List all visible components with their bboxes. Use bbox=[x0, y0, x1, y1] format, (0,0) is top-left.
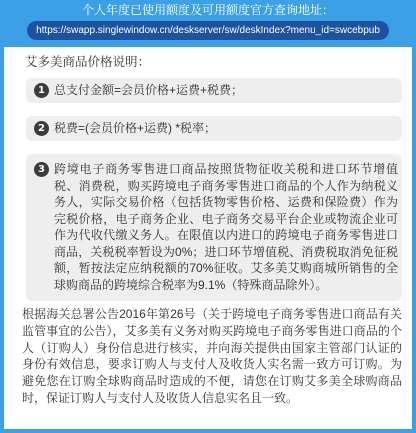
pricing-item-tax-policy bbox=[26, 154, 402, 301]
pricing-item-total-payment bbox=[26, 78, 402, 103]
step-number-2-badge: 2 bbox=[34, 121, 49, 136]
pricing-item-text: 总支付金额=会员价格+运费+税费； bbox=[54, 83, 244, 97]
pricing-section-title: 艾多美商品价格说明： bbox=[25, 55, 151, 69]
pricing-item-text: 跨境电子商务零售进口商品按照货物征收关税和进口环节增值税、消费税，购买跨境电子商务零售进口商品的个人作为纳税义务人，实际交易价格（包括货物零售价格、运费和保险费）作为完税价格，电子商务企业、电子商务交易平台企业或物流企业可作为代收代缴义务人。在限值以内进口的跨境电子商务零售进口商品，关税税率暂设为0%；进口环节增值税、消费税取消免征税额，暂按法定应纳税额的70%征收。艾多美艾购商城所销售的全球购商品的跨境综合税率为9.1%（特殊商品除外）。 bbox=[54, 162, 398, 292]
quota-query-notice: 个人年度已使用额度及可用额度官方查询地址： bbox=[81, 3, 334, 17]
customs-notice-paragraph: 根据海关总署公告2016年第26号（关于跨境电子商务零售进口商品有关监管事宜的公告），艾多美有义务对购买跨境电子商务零售进口商品的个人（订购人）身份信息进行核实，并向海关提供由国家主管部门认证的身份有效信息，要求订购人与支付人及收货人实名需一致方可订购。为避免您在订购全球购商品时造成的不便，请您在订购艾多美全球购商品时，保证订购人与支付人及收货人信息实名且一致。 bbox=[22, 307, 402, 405]
content-card bbox=[4, 47, 412, 429]
pricing-item-text: 税费=(会员价格+运费) *税率； bbox=[54, 121, 217, 135]
pricing-item-tax-formula bbox=[26, 116, 402, 141]
header-banner bbox=[0, 0, 416, 47]
step-number-3-badge: 3 bbox=[34, 162, 49, 177]
official-query-url-link[interactable]: https://swapp.singlewindow.cn/deskserver/sw/deskIndex?menu_id=swcebpub bbox=[27, 21, 389, 40]
step-number-1-badge: 1 bbox=[34, 83, 49, 98]
